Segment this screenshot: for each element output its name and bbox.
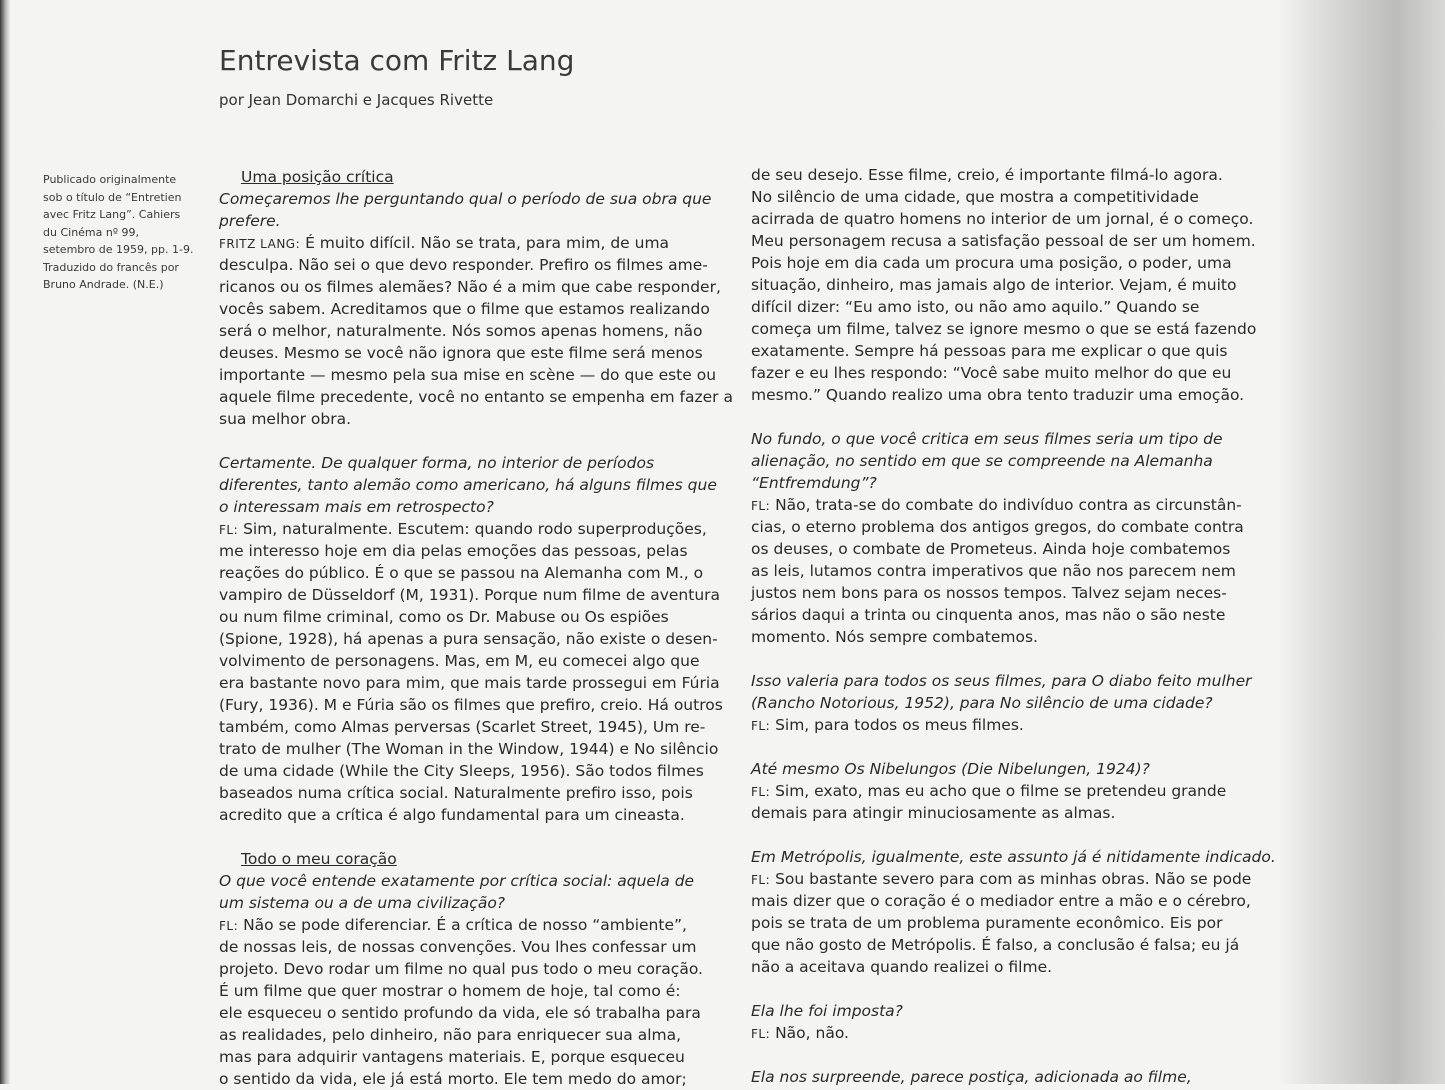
body-line: será o melhor, naturalmente. Nós somos apenas homens, não (219, 322, 703, 340)
publication-note-line: du Cinéma nº 99, (43, 225, 140, 239)
question-line: Ela lhe foi imposta? (751, 1002, 903, 1020)
answer-text: Não, não. (770, 1024, 849, 1042)
body-line: fazer e eu lhes respondo: “Você sabe muito melhor do que eu (751, 364, 1232, 382)
body-line: sários daqui a trinta ou cinquenta anos, mas não o são neste (751, 606, 1226, 624)
question-line: (Rancho Notorious, 1952), para No silêncio de uma cidade? (751, 694, 1213, 712)
paragraph-gap (751, 736, 1271, 758)
question-line: o interessam mais em retrospecto? (219, 498, 494, 516)
body-line: aquele filme precedente, você no entanto se empenha em fazer a (219, 388, 733, 406)
speaker-label: FL: (751, 785, 771, 799)
answer-line (751, 868, 1271, 890)
body-line: que não gosto de Metrópolis. É falso, a conclusão é falsa; eu já (751, 936, 1240, 954)
body-line: me interesso hoje em dia pelas emoções das pessoas, pelas (219, 542, 688, 560)
body-line: deuses. Mesmo se você não ignora que este filme será menos (219, 344, 703, 362)
body-line: de uma cidade (While the City Sleeps, 1956). São todos filmes (219, 762, 704, 780)
answer-text: Sim, para todos os meus filmes. (770, 716, 1024, 734)
body-line: acirrada de quatro homens no interior de um jornal, é o começo. (751, 210, 1254, 228)
publication-note-line: setembro de 1959, pp. 1-9. (43, 243, 194, 256)
publication-note (43, 171, 203, 294)
body-line: também, como Almas perversas (Scarlet Street, 1945), Um re- (219, 718, 706, 736)
answer-line (751, 714, 1271, 736)
speaker-label: FL: (751, 1027, 771, 1041)
answer-line (751, 780, 1271, 802)
answer-text: Sim, exato, mas eu acho que o filme se pretendeu grande (770, 782, 1227, 800)
body-line: ele esqueceu o sentido profundo da vida, ele só trabalha para (219, 1004, 701, 1022)
publication-note-line: Publicado originalmente (43, 173, 177, 186)
body-line: desculpa. Não sei o que devo responder. Prefiro os filmes ame- (219, 256, 708, 274)
body-line: vampiro de Düsseldorf (M, 1931). Porque num filme de aventura (219, 586, 721, 604)
body-line: não a aceitava quando realizei o filme. (751, 958, 1053, 976)
body-line: pois se trata de um problema puramente econômico. Eis por (751, 914, 1223, 932)
question-line: Certamente. De qualquer forma, no interior de períodos (219, 454, 655, 472)
question-line: No fundo, o que você critica em seus filmes seria um tipo de (751, 430, 1223, 448)
body-line: projeto. Devo rodar um filme no qual pus todo o meu coração. (219, 960, 703, 978)
answer-text: Sim, naturalmente. Escutem: quando rodo superproduções, (238, 520, 707, 538)
answer-text: É muito difícil. Não se trata, para mim, de uma (300, 234, 670, 252)
body-line: situação, dinheiro, mas jamais algo de interior. Vejam, é muito (751, 276, 1237, 294)
body-line: ricanos ou os filmes alemães? Não é a mim que cabe responder, (219, 278, 721, 296)
publication-note-line: avec Fritz Lang”. Cahiers (43, 208, 181, 221)
speaker-label: FL: (751, 719, 771, 733)
body-line: de nossas leis, de nossas convenções. Vou lhes confessar um (219, 938, 697, 956)
body-line: vocês sabem. Acreditamos que o filme que estamos realizando (219, 300, 710, 318)
body-line: No silêncio de uma cidade, que mostra a competitividade (751, 188, 1199, 206)
question-line: O que você entende exatamente por crítica social: aquela de (219, 872, 695, 890)
body-line: de seu desejo. Esse filme, creio, é importante filmá-lo agora. (751, 166, 1223, 184)
body-line: as realidades, pelo dinheiro, não para enriquecer sua alma, (219, 1026, 682, 1044)
body-line: mesmo.” Quando realizo uma obra tento traduzir uma emoção. (751, 386, 1245, 404)
body-line: volvimento de personagens. Mas, em M, eu comecei algo que (219, 652, 700, 670)
body-line: baseados numa crítica social. Naturalmente prefiro isso, pois (219, 784, 693, 802)
question-line: alienação, no sentido em que se compreende na Alemanha (751, 452, 1213, 470)
body-line: exatamente. Sempre há pessoas para me explicar o que quis (751, 342, 1228, 360)
answer-text: Não se pode diferenciar. É a crítica de nosso “ambiente”, (238, 916, 687, 934)
publication-note-line: sob o título de “Entretien (43, 190, 182, 204)
book-gutter-shadow (1278, 0, 1445, 1084)
body-line: importante — mesmo pela sua mise en scène — do que este ou (219, 366, 717, 384)
speaker-label: FL: (219, 919, 239, 933)
body-line: cias, o eterno problema dos antigos gregos, do combate contra (751, 518, 1244, 536)
page-spine-shadow (0, 0, 10, 1084)
section-heading: Todo o meu coração (241, 850, 397, 868)
question-line: diferentes, tanto alemão como americano, há alguns filmes que (219, 476, 717, 494)
question-line: Até mesmo Os Nibelungos (Die Nibelungen, 1924)? (751, 760, 1150, 778)
speaker-label: FL: (751, 499, 771, 513)
page-title: Entrevista com Fritz Lang (219, 44, 575, 77)
answer-line (751, 1022, 1271, 1044)
body-line: as leis, lutamos contra imperativos que não nos parecem nem (751, 562, 1236, 580)
publication-note-line: Traduzido do francês por (43, 260, 179, 274)
speaker-label: FRITZ LANG: (219, 237, 301, 251)
question-line: Ela nos surpreende, parece postiça, adicionada ao filme, (751, 1068, 1192, 1086)
answer-text: Sou bastante severo para com as minhas obras. Não se pode (770, 870, 1252, 888)
question-line: Começaremos lhe perguntando qual o período de sua obra que (219, 190, 712, 208)
paragraph-gap (751, 824, 1271, 846)
question-line: um sistema ou a de uma civilização? (219, 894, 506, 912)
body-line: os deuses, o combate de Prometeus. Ainda hoje combatemos (751, 540, 1231, 558)
paragraph-gap (219, 430, 739, 452)
question-line: Isso valeria para todos os seus filmes, para O diabo feito mulher (751, 672, 1252, 690)
body-line: difícil dizer: “Eu amo isto, ou não amo aquilo.” Quando se (751, 298, 1200, 316)
paragraph-gap (219, 826, 739, 848)
body-line: ou num filme criminal, como os Dr. Mabuse ou Os espiões (219, 608, 669, 626)
body-line: Meu personagem recusa a satisfação pessoal de ser um homem. (751, 232, 1256, 250)
question-line: “Entfremdung”? (751, 474, 877, 492)
speaker-label: FL: (219, 523, 239, 537)
text-column-left (219, 166, 739, 1090)
paragraph-gap (751, 1044, 1271, 1066)
body-line: (Spione, 1928), há apenas a pura sensação, não existe o desen- (219, 630, 718, 648)
answer-line (219, 518, 739, 540)
body-line: era bastante novo para mim, que mais tarde prossegui em Fúria (219, 674, 720, 692)
speaker-label: FL: (751, 873, 771, 887)
body-line: momento. Nós sempre combatemos. (751, 628, 1038, 646)
question-line: Em Metrópolis, igualmente, este assunto já é nitidamente indicado. (751, 848, 1276, 866)
answer-line (219, 914, 739, 936)
body-line: acredito que a crítica é algo fundamental para um cineasta. (219, 806, 685, 824)
answer-text: Não, trata-se do combate do indivíduo contra as circunstân- (770, 496, 1242, 514)
body-line: mais dizer que o coração é o mediador entre a mão e o cérebro, (751, 892, 1251, 910)
paragraph-gap (751, 648, 1271, 670)
section-heading: Uma posição crítica (241, 168, 394, 186)
body-line: Pois hoje em dia cada um procura uma posição, o poder, uma (751, 254, 1232, 272)
paragraph-gap (751, 978, 1271, 1000)
byline: por Jean Domarchi e Jacques Rivette (219, 91, 494, 109)
body-line: trato de mulher (The Woman in the Window, 1944) e No silêncio (219, 740, 719, 758)
body-line: mas para adquirir vantagens materiais. E, porque esqueceu (219, 1048, 685, 1066)
text-column-right (751, 164, 1276, 1088)
body-line: É um filme que quer mostrar o homem de hoje, tal como é: (219, 982, 681, 1000)
body-line: reações do público. É o que se passou na Alemanha com M., o (219, 564, 704, 582)
publication-note-line: Bruno Andrade. (N.E.) (43, 278, 164, 291)
body-line: sua melhor obra. (219, 410, 351, 428)
question-line: prefere. (219, 212, 281, 230)
body-line: justos nem bons para os nossos tempos. Talvez sejam neces- (751, 584, 1227, 602)
body-line: começa um filme, talvez se ignore mesmo o que se está fazendo (751, 320, 1257, 338)
body-line: (Fury, 1936). M e Fúria são os filmes que prefiro, creio. Há outros (219, 696, 723, 714)
body-line: o sentido da vida, ele já está morto. Ele tem medo do amor; (219, 1070, 687, 1088)
answer-line (751, 494, 1271, 516)
answer-line (219, 232, 739, 254)
body-line: demais para atingir minuciosamente as almas. (751, 804, 1116, 822)
paragraph-gap (751, 406, 1271, 428)
